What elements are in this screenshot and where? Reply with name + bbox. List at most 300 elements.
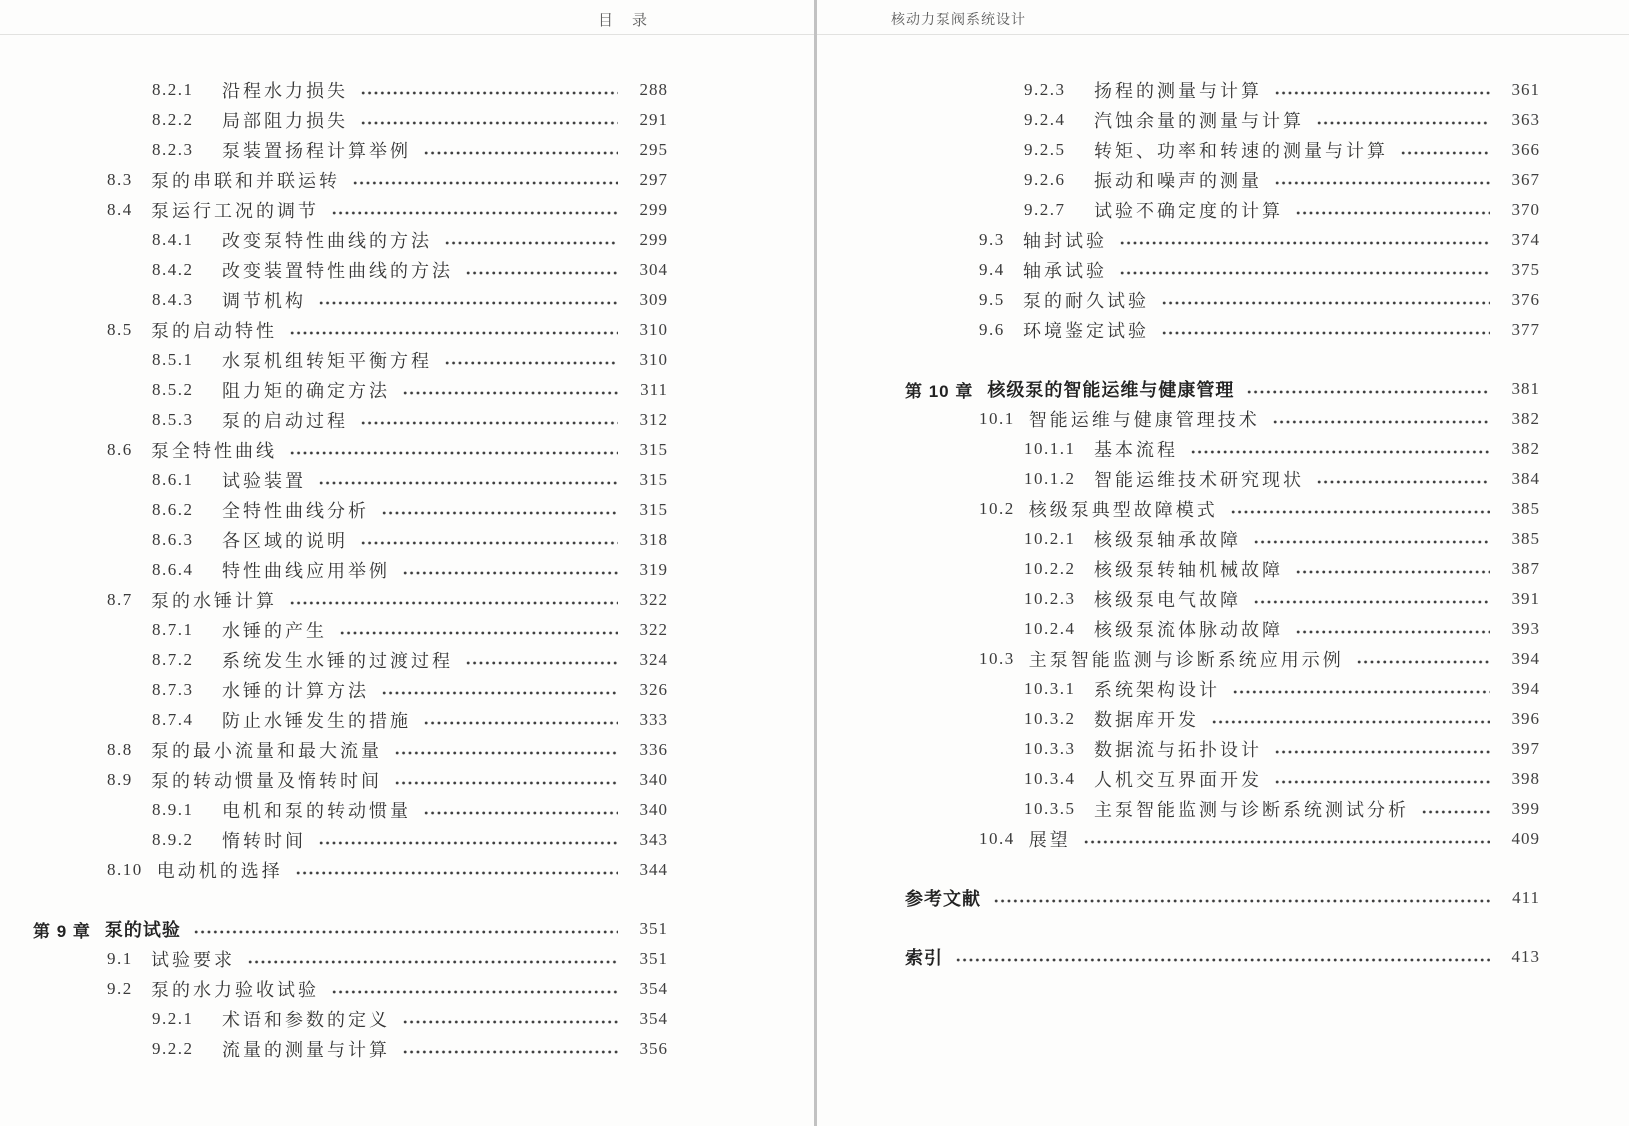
toc-entry-title: 系统架构设计 <box>1094 680 1220 700</box>
toc-entry-title: 泵的水力验收试验 <box>151 980 319 1000</box>
toc-entry-title: 系统发生水锤的过渡过程 <box>222 651 453 671</box>
toc-entry-page: 385 <box>1511 529 1540 548</box>
dot-leader <box>1190 448 1490 456</box>
toc-entry <box>33 855 668 885</box>
toc-entry-page: 391 <box>1511 589 1540 608</box>
toc-entry-title: 轴承试验 <box>1023 261 1107 281</box>
dot-leader <box>352 179 618 187</box>
toc-entry-number: 8.9.1 <box>152 800 194 819</box>
dot-leader <box>360 539 618 547</box>
toc-entry-title: 泵的最小流量和最大流量 <box>151 741 382 761</box>
toc-entry-number: 10.2 <box>979 499 1015 518</box>
dot-leader <box>193 928 618 936</box>
toc-entry-title: 改变装置特性曲线的方法 <box>222 261 453 281</box>
dot-leader <box>465 269 618 277</box>
toc-entry-title: 全特性曲线分析 <box>222 501 369 521</box>
toc-entry-page: 351 <box>639 919 668 938</box>
toc-entry <box>905 883 1540 913</box>
toc-entry-title: 轴封试验 <box>1023 231 1107 251</box>
toc-entry-title: 核级泵典型故障模式 <box>1028 500 1218 520</box>
toc-entry-title: 核级泵电气故障 <box>1094 590 1241 610</box>
dot-leader <box>1246 388 1490 396</box>
toc-entry-page: 299 <box>639 200 668 219</box>
dot-leader <box>1211 718 1490 726</box>
toc-entry-page: 382 <box>1511 439 1540 458</box>
toc-entry <box>33 435 668 465</box>
dot-leader <box>289 449 618 457</box>
toc-entry-title: 主泵智能监测与诊断系统应用示例 <box>1028 650 1344 670</box>
dot-leader <box>289 329 618 337</box>
toc-entry <box>905 464 1540 494</box>
toc-entry <box>33 375 668 405</box>
toc-entry-title: 扬程的测量与计算 <box>1094 81 1262 101</box>
toc-entry-title: 特性曲线应用举例 <box>222 561 390 581</box>
dot-leader <box>331 209 618 217</box>
toc-entry-title: 调节机构 <box>222 291 306 311</box>
toc-entry-number: 9.2.7 <box>1024 200 1066 219</box>
dot-leader <box>318 299 618 307</box>
toc-entry-number: 9.5 <box>979 290 1005 309</box>
toc-entry-number: 10.1.1 <box>1024 439 1076 458</box>
toc-entry-number: 8.2.2 <box>152 110 194 129</box>
dot-leader <box>1356 658 1490 666</box>
toc-entry-number: 8.7.3 <box>152 680 194 699</box>
dot-leader <box>423 149 618 157</box>
toc-entry-number: 8.2.1 <box>152 80 194 99</box>
toc-entry-page: 397 <box>1511 739 1540 758</box>
toc-entry-title: 电机和泵的转动惯量 <box>222 801 411 821</box>
toc-entry-page: 288 <box>639 80 668 99</box>
toc-entry-number: 10.4 <box>979 829 1015 848</box>
toc-entry <box>33 795 668 825</box>
dot-leader <box>1295 209 1490 217</box>
toc-entry <box>33 225 668 255</box>
toc-entry-page: 387 <box>1511 559 1540 578</box>
toc-entry-number: 10.1 <box>979 409 1015 428</box>
toc-entry-page: 315 <box>639 500 668 519</box>
toc-entry-number: 10.3.3 <box>1024 739 1076 758</box>
toc-entry <box>905 554 1540 584</box>
toc-entry-title: 水锤的计算方法 <box>222 681 369 701</box>
toc-entry <box>905 494 1540 524</box>
toc-entry-page: 411 <box>1512 888 1540 907</box>
toc-entry <box>33 195 668 225</box>
toc-entry-page: 376 <box>1511 290 1540 309</box>
toc-entry-page: 375 <box>1511 260 1540 279</box>
toc-entry-title: 基本流程 <box>1094 440 1178 460</box>
toc-entry <box>33 974 668 1004</box>
toc-entry-page: 361 <box>1511 80 1540 99</box>
toc-entry-title: 泵的耐久试验 <box>1023 291 1149 311</box>
toc-entry-title: 泵的串联和并联运转 <box>151 171 340 191</box>
toc-entry <box>33 914 668 944</box>
toc-entry-number: 10.3.2 <box>1024 709 1076 728</box>
toc-entry-number: 10.2.1 <box>1024 529 1076 548</box>
toc-entry-title: 试验不确定度的计算 <box>1094 201 1283 221</box>
toc-entry-title: 惰转时间 <box>222 831 306 851</box>
toc-entry-number: 9.4 <box>979 260 1005 279</box>
toc-entry-title: 人机交互界面开发 <box>1094 770 1262 790</box>
dot-leader <box>381 509 618 517</box>
dot-leader <box>1295 628 1490 636</box>
toc-entry <box>905 315 1540 345</box>
toc-entry-page: 310 <box>639 350 668 369</box>
toc-entry-number: 9.2.2 <box>152 1039 194 1058</box>
toc-entry <box>33 405 668 435</box>
toc-entry <box>33 525 668 555</box>
toc-entry-page: 333 <box>639 710 668 729</box>
toc-entry-number: 8.7.2 <box>152 650 194 669</box>
dot-leader <box>955 956 1490 964</box>
toc-entry <box>905 374 1540 404</box>
toc-entry-page: 354 <box>639 979 668 998</box>
dot-leader <box>1119 239 1490 247</box>
toc-entry <box>33 315 668 345</box>
toc-entry <box>33 1034 668 1064</box>
toc-entry-number: 9.2.4 <box>1024 110 1066 129</box>
toc-entry-title: 参考文献 <box>905 889 981 909</box>
dot-leader <box>381 689 618 697</box>
dot-leader <box>402 389 618 397</box>
dot-leader <box>1083 838 1490 846</box>
toc-entry <box>905 764 1540 794</box>
running-head-toc: 目 录 <box>598 12 650 29</box>
toc-entry-number: 8.10 <box>107 860 143 879</box>
toc-entry-page: 384 <box>1511 469 1540 488</box>
toc-entry-title: 展望 <box>1028 830 1071 850</box>
toc-entry-title: 智能运维技术研究现状 <box>1094 470 1304 490</box>
dot-leader <box>295 869 618 877</box>
toc-entry-page: 377 <box>1511 320 1540 339</box>
toc-entry-title: 数据库开发 <box>1094 710 1199 730</box>
toc-entry-number: 10.3.1 <box>1024 679 1076 698</box>
toc-entry-page: 291 <box>639 110 668 129</box>
toc-entry-page: 399 <box>1511 799 1540 818</box>
toc-entry-number: 9.2.1 <box>152 1009 194 1028</box>
toc-entry-title: 防止水锤发生的措施 <box>222 711 411 731</box>
toc-entry-page: 310 <box>639 320 668 339</box>
dot-leader <box>1274 179 1490 187</box>
toc-entry-title: 索引 <box>905 948 943 968</box>
dot-leader <box>1316 119 1490 127</box>
toc-entry-number: 8.4.2 <box>152 260 194 279</box>
toc-entry-title: 转矩、功率和转速的测量与计算 <box>1094 141 1388 161</box>
dot-leader <box>1274 89 1490 97</box>
page-header-right <box>817 0 1629 35</box>
toc-entry-number: 9.3 <box>979 230 1005 249</box>
dot-leader <box>1272 418 1490 426</box>
dot-leader <box>360 119 618 127</box>
toc-entry-title: 数据流与拓扑设计 <box>1094 740 1262 760</box>
toc-entry-number: 9.2.6 <box>1024 170 1066 189</box>
toc-entry-page: 356 <box>639 1039 668 1058</box>
dot-leader <box>360 419 618 427</box>
toc-entry-page: 394 <box>1511 679 1540 698</box>
dot-leader <box>1119 269 1490 277</box>
toc-entry-title: 核级泵的智能运维与健康管理 <box>987 380 1235 400</box>
dot-leader <box>1274 778 1490 786</box>
toc-entry-title: 泵的启动过程 <box>222 411 348 431</box>
toc-entry-page: 351 <box>639 949 668 968</box>
toc-entry-number: 10.2.3 <box>1024 589 1076 608</box>
toc-entry-title: 阻力矩的确定方法 <box>222 381 390 401</box>
toc-entry <box>905 794 1540 824</box>
toc-entry-page: 315 <box>639 470 668 489</box>
toc-entry <box>905 225 1540 255</box>
toc-entry-page: 396 <box>1511 709 1540 728</box>
toc-page-left <box>0 0 814 1126</box>
toc-entry-page: 319 <box>639 560 668 579</box>
dot-leader <box>402 1048 618 1056</box>
toc-entry-number: 8.9.2 <box>152 830 194 849</box>
toc-entry-number: 10.3 <box>979 649 1015 668</box>
toc-entry <box>905 285 1540 315</box>
toc-entry-page: 336 <box>639 740 668 759</box>
toc-entry-page: 315 <box>639 440 668 459</box>
toc-entry-page: 385 <box>1511 499 1540 518</box>
toc-entry-number: 8.4 <box>107 200 133 219</box>
toc-entry <box>33 285 668 315</box>
toc-entry <box>905 942 1540 972</box>
toc-entry-title: 智能运维与健康管理技术 <box>1028 410 1260 430</box>
dot-leader <box>1161 299 1490 307</box>
toc-entry-title: 试验装置 <box>222 471 306 491</box>
toc-entry-number: 10.3.5 <box>1024 799 1076 818</box>
toc-entry-number: 8.9 <box>107 770 133 789</box>
toc-entry-number: 8.5 <box>107 320 133 339</box>
dot-leader <box>423 809 618 817</box>
toc-entry-number: 8.7.1 <box>152 620 194 639</box>
toc-entry-page: 413 <box>1511 947 1540 966</box>
toc-entry-title: 主泵智能监测与诊断系统测试分析 <box>1094 800 1409 820</box>
toc-entry <box>33 1004 668 1034</box>
toc-entry-number: 8.6.1 <box>152 470 194 489</box>
toc-entry-page: 297 <box>639 170 668 189</box>
toc-entry-page: 393 <box>1511 619 1540 638</box>
dot-leader <box>1230 508 1490 516</box>
dot-leader <box>1295 568 1490 576</box>
toc-entry-page: 312 <box>639 410 668 429</box>
dot-leader <box>465 659 618 667</box>
toc-entry-title: 水锤的产生 <box>222 621 327 641</box>
toc-entry <box>33 165 668 195</box>
dot-leader <box>247 958 618 966</box>
toc-entry-title: 流量的测量与计算 <box>222 1040 390 1060</box>
toc-entry-page: 370 <box>1511 200 1540 219</box>
toc-entry-page: 398 <box>1511 769 1540 788</box>
toc-entry-page: 344 <box>639 860 668 879</box>
toc-entry-page: 311 <box>640 380 668 399</box>
toc-entry <box>905 135 1540 165</box>
toc-entry-number: 8.6 <box>107 440 133 459</box>
toc-entry-page: 340 <box>639 770 668 789</box>
dot-leader <box>339 629 618 637</box>
dot-leader <box>1161 329 1490 337</box>
toc-entry-number: 10.2.4 <box>1024 619 1076 638</box>
toc-entry <box>33 675 668 705</box>
toc-entry-page: 394 <box>1511 649 1540 668</box>
toc-entry-title: 核级泵转轴机械故障 <box>1094 560 1283 580</box>
toc-entry-title: 各区域的说明 <box>222 531 348 551</box>
toc-entry-number: 8.5.2 <box>152 380 194 399</box>
toc-entry-title: 泵的转动惯量及惰转时间 <box>151 771 382 791</box>
toc-entry <box>33 585 668 615</box>
toc-entry <box>33 765 668 795</box>
toc-entry-title: 振动和噪声的测量 <box>1094 171 1262 191</box>
toc-entry <box>33 615 668 645</box>
toc-entry-title: 泵装置扬程计算举例 <box>222 141 411 161</box>
toc-entry-number: 8.6.4 <box>152 560 194 579</box>
toc-entry-number: 第 10 章 <box>905 381 974 401</box>
dot-leader <box>1232 688 1490 696</box>
toc-entry <box>33 465 668 495</box>
dot-leader <box>289 599 618 607</box>
toc-entry-number: 10.2.2 <box>1024 559 1076 578</box>
dot-leader <box>423 719 618 727</box>
toc-entry-page: 324 <box>639 650 668 669</box>
toc-entry-page: 326 <box>639 680 668 699</box>
toc-entry-title: 汽蚀余量的测量与计算 <box>1094 111 1304 131</box>
toc-entry-number: 8.2.3 <box>152 140 194 159</box>
toc-entry-page: 363 <box>1511 110 1540 129</box>
toc-entry <box>905 524 1540 554</box>
toc-entry <box>905 674 1540 704</box>
toc-entry-page: 340 <box>639 800 668 819</box>
toc-entry-number: 9.2.5 <box>1024 140 1066 159</box>
toc-entry-title: 改变泵特性曲线的方法 <box>222 231 432 251</box>
dot-leader <box>1316 478 1490 486</box>
toc-entry-number: 8.3 <box>107 170 133 189</box>
toc-entry <box>905 195 1540 225</box>
toc-entry-page: 318 <box>639 530 668 549</box>
dot-leader <box>993 897 1490 905</box>
dot-leader <box>1253 598 1490 606</box>
toc-entry <box>33 705 668 735</box>
toc-entry-page: 343 <box>639 830 668 849</box>
toc-entry-number: 8.6.3 <box>152 530 194 549</box>
running-head-book-title: 核动力泵阀系统设计 <box>891 11 1026 27</box>
toc-list-left <box>0 35 814 1064</box>
toc-entry-number: 9.2.3 <box>1024 80 1066 99</box>
toc-entry <box>905 165 1540 195</box>
dot-leader <box>444 239 618 247</box>
toc-entry-number: 8.6.2 <box>152 500 194 519</box>
dot-leader <box>318 839 618 847</box>
toc-entry-number: 9.2 <box>107 979 133 998</box>
toc-entry <box>33 555 668 585</box>
dot-leader <box>444 359 618 367</box>
toc-entry-page: 374 <box>1511 230 1540 249</box>
toc-entry <box>905 824 1540 854</box>
dot-leader <box>1253 538 1490 546</box>
toc-entry-number: 8.7.4 <box>152 710 194 729</box>
toc-entry-page: 322 <box>639 620 668 639</box>
toc-entry-title: 电动机的选择 <box>156 861 283 881</box>
toc-entry-title: 水泵机组转矩平衡方程 <box>222 351 432 371</box>
toc-entry-page: 366 <box>1511 140 1540 159</box>
toc-entry <box>33 75 668 105</box>
toc-entry <box>905 584 1540 614</box>
toc-entry <box>905 75 1540 105</box>
toc-entry <box>905 734 1540 764</box>
dot-leader <box>402 569 618 577</box>
toc-entry-number: 9.6 <box>979 320 1005 339</box>
toc-entry <box>33 255 668 285</box>
toc-entry <box>33 495 668 525</box>
toc-entry-page: 354 <box>639 1009 668 1028</box>
toc-entry-title: 核级泵流体脉动故障 <box>1094 620 1283 640</box>
toc-entry <box>905 434 1540 464</box>
toc-entry-title: 泵运行工况的调节 <box>151 201 319 221</box>
toc-entry-title: 泵的试验 <box>104 920 181 940</box>
toc-entry-page: 409 <box>1511 829 1540 848</box>
toc-entry <box>33 735 668 765</box>
page-header-left <box>0 0 814 35</box>
dot-leader <box>1421 808 1490 816</box>
dot-leader <box>1400 149 1490 157</box>
toc-entry-title: 环境鉴定试验 <box>1023 321 1149 341</box>
toc-entry <box>905 105 1540 135</box>
toc-entry-number: 8.5.1 <box>152 350 194 369</box>
toc-entry-title: 术语和参数的定义 <box>222 1010 390 1030</box>
toc-entry-page: 309 <box>639 290 668 309</box>
toc-entry <box>905 644 1540 674</box>
toc-entry-title: 沿程水力损失 <box>222 81 348 101</box>
toc-entry <box>33 135 668 165</box>
dot-leader <box>394 779 618 787</box>
toc-list-right <box>817 35 1629 972</box>
toc-entry-number: 8.4.1 <box>152 230 194 249</box>
toc-entry <box>33 105 668 135</box>
toc-entry-number: 8.7 <box>107 590 133 609</box>
toc-entry-page: 381 <box>1511 379 1540 398</box>
toc-entry <box>905 255 1540 285</box>
dot-leader <box>318 479 618 487</box>
dot-leader <box>331 988 618 996</box>
toc-entry <box>33 645 668 675</box>
toc-entry-title: 试验要求 <box>151 950 235 970</box>
toc-entry-page: 367 <box>1511 170 1540 189</box>
dot-leader <box>360 89 618 97</box>
toc-entry-title: 核级泵轴承故障 <box>1094 530 1241 550</box>
toc-entry <box>905 614 1540 644</box>
dot-leader <box>394 749 618 757</box>
toc-entry-number: 8.5.3 <box>152 410 194 429</box>
toc-entry-title: 泵的启动特性 <box>151 321 277 341</box>
toc-entry-page: 299 <box>639 230 668 249</box>
dot-leader <box>1274 748 1490 756</box>
toc-entry <box>33 944 668 974</box>
toc-page-right <box>817 0 1629 1126</box>
toc-entry <box>33 345 668 375</box>
toc-entry-number: 第 9 章 <box>33 921 91 941</box>
toc-entry-number: 10.1.2 <box>1024 469 1076 488</box>
toc-entry <box>905 404 1540 434</box>
toc-entry-page: 295 <box>639 140 668 159</box>
toc-entry-number: 10.3.4 <box>1024 769 1076 788</box>
toc-entry-number: 8.8 <box>107 740 133 759</box>
toc-entry-title: 泵的水锤计算 <box>151 591 277 611</box>
toc-entry-number: 9.1 <box>107 949 133 968</box>
toc-entry-number: 8.4.3 <box>152 290 194 309</box>
toc-entry-page: 382 <box>1511 409 1540 428</box>
toc-entry-page: 304 <box>639 260 668 279</box>
dot-leader <box>402 1018 618 1026</box>
toc-entry-page: 322 <box>639 590 668 609</box>
toc-entry-title: 局部阻力损失 <box>222 111 348 131</box>
toc-entry <box>905 704 1540 734</box>
toc-entry <box>33 825 668 855</box>
